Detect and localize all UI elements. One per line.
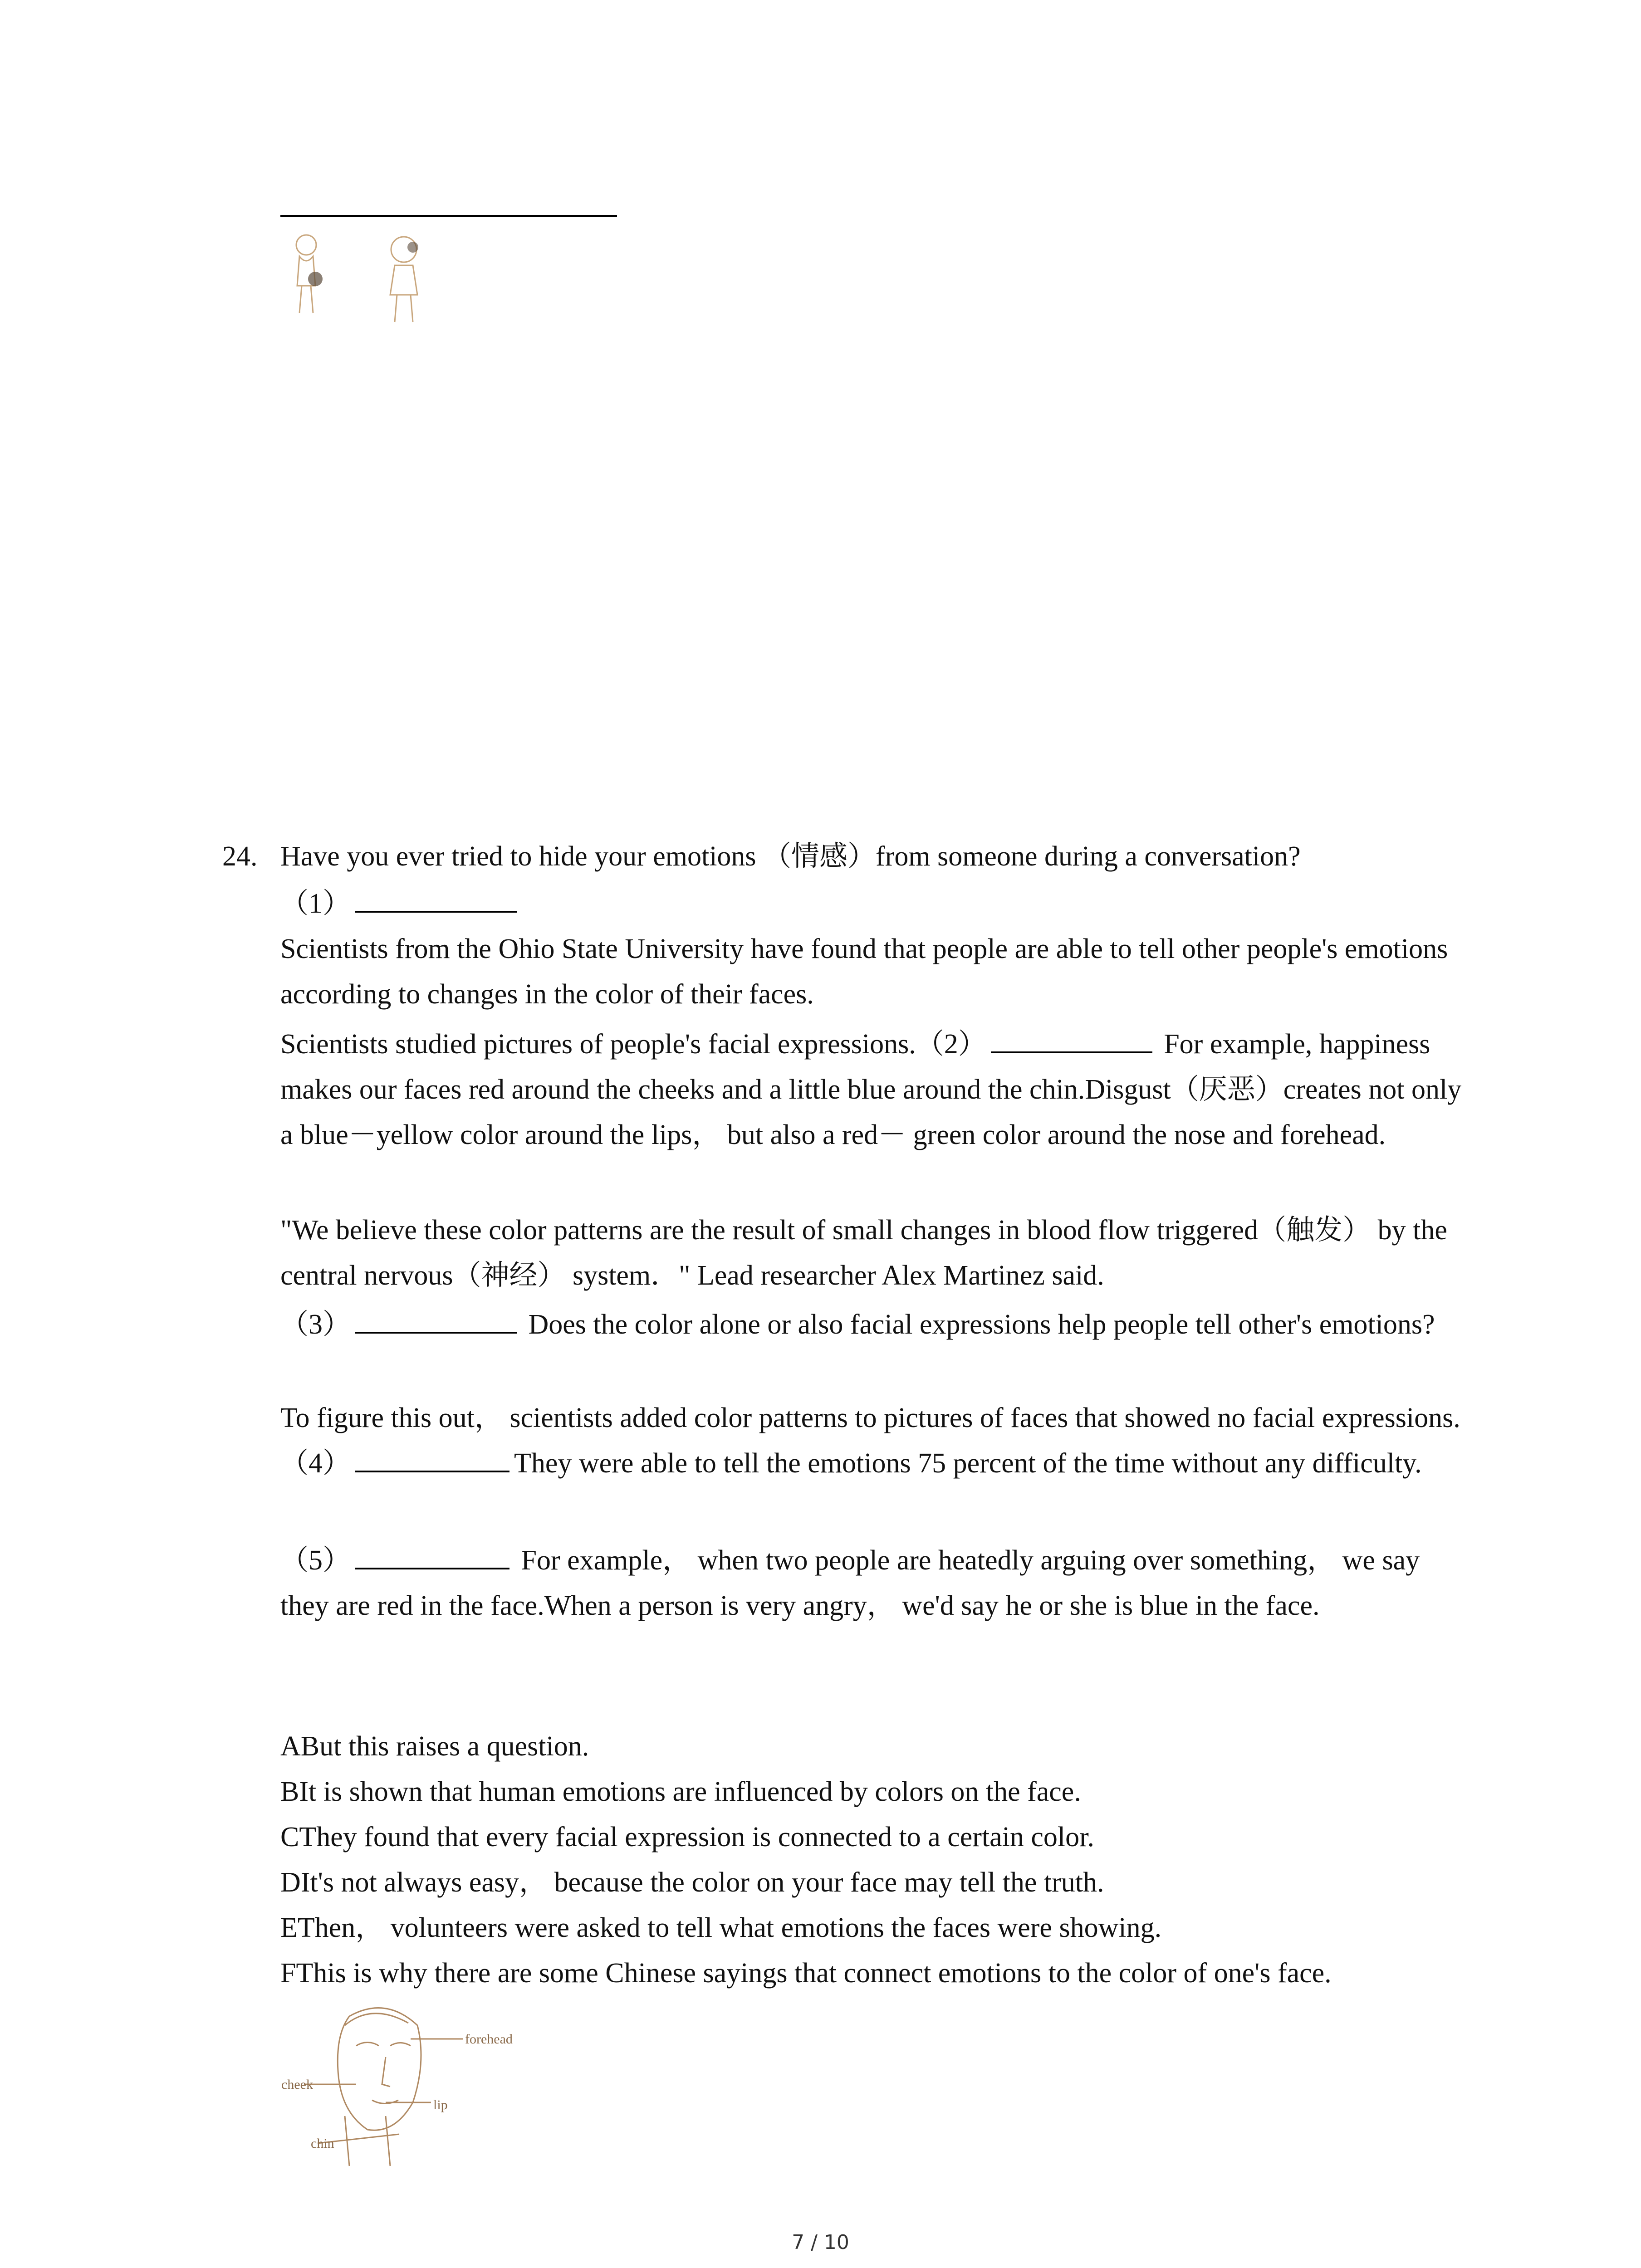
blank-4[interactable] xyxy=(355,1441,509,1472)
option-f: FThis is why there are some Chinese sayings that connect emotions to the color of one's face. xyxy=(280,1958,1332,1989)
paragraph-6-end: For example， when two people are heatedly arguing over something， we say they are red in the face.When a person is very angry， we'd say he or she is blue in the face. xyxy=(280,1545,1420,1621)
paragraph-1: Scientists from the Ohio State University have found that people are able to tell other people's emotions according to changes in the color of their faces. xyxy=(280,934,1448,1010)
blank-1[interactable] xyxy=(355,881,517,913)
paragraph-5-end: They were able to tell the emotions 75 percent of the time without any difficulty. xyxy=(514,1448,1422,1479)
paragraph-5 xyxy=(280,1395,1469,1486)
option-a: ABut this raises a question. xyxy=(280,1731,589,1762)
label-chin: chin xyxy=(311,2136,334,2151)
paragraph-4 xyxy=(280,1302,1469,1347)
paragraph-3: "We believe these color patterns are the result of small changes in blood flow triggered（触发） by the central nervous（神经） system．" Lead researcher Alex Martinez said. xyxy=(280,1215,1447,1291)
option-c: CThey found that every facial expression is connected to a certain color. xyxy=(280,1822,1094,1853)
face-diagram xyxy=(281,1998,535,2175)
paragraph-6 xyxy=(280,1538,1469,1628)
answer-line xyxy=(280,215,617,217)
label-forehead: forehead xyxy=(465,2032,513,2047)
question-intro: Have you ever tried to hide your emotions （情感）from someone during a conversation? xyxy=(280,841,1301,872)
label-lip: lip xyxy=(433,2097,448,2112)
blank-1-label: （1） xyxy=(280,888,351,919)
children-illustration xyxy=(281,222,463,340)
paragraph-2-start: Scientists studied pictures of people's facial expressions.（2） xyxy=(280,1029,986,1060)
blank-1-line xyxy=(280,881,1469,926)
paragraph-2 xyxy=(280,1022,1469,1158)
question-number: 24. xyxy=(222,841,258,872)
option-d: DIt's not always easy， because the color on your face may tell the truth. xyxy=(280,1867,1104,1898)
option-e: EThen， volunteers were asked to tell what emotions the faces were showing. xyxy=(280,1912,1162,1943)
blank-3-label: （3） xyxy=(280,1309,351,1340)
paragraph-5-start: To figure this out， scientists added color patterns to pictures of faces that showed no facial expressions.（4） xyxy=(280,1403,1460,1479)
blank-5-label: （5） xyxy=(280,1545,351,1576)
option-b: BIt is shown that human emotions are influenced by colors on the face. xyxy=(280,1776,1081,1807)
paragraph-4-end: Does the color alone or also facial expressions help people tell other's emotions? xyxy=(528,1309,1435,1340)
blank-3[interactable] xyxy=(355,1302,517,1334)
paragraph-2-end: For example, happiness makes our faces red around the cheeks and a little blue around the chin.Disgust（厌恶）creates not only a blue－yellow color around the lips， but also a red－ green color around the nose and forehead. xyxy=(280,1029,1462,1150)
blank-5[interactable] xyxy=(355,1538,509,1569)
page-number: 7 / 10 xyxy=(792,2231,849,2254)
blank-2[interactable] xyxy=(991,1022,1152,1053)
label-cheek: cheek xyxy=(281,2077,313,2092)
